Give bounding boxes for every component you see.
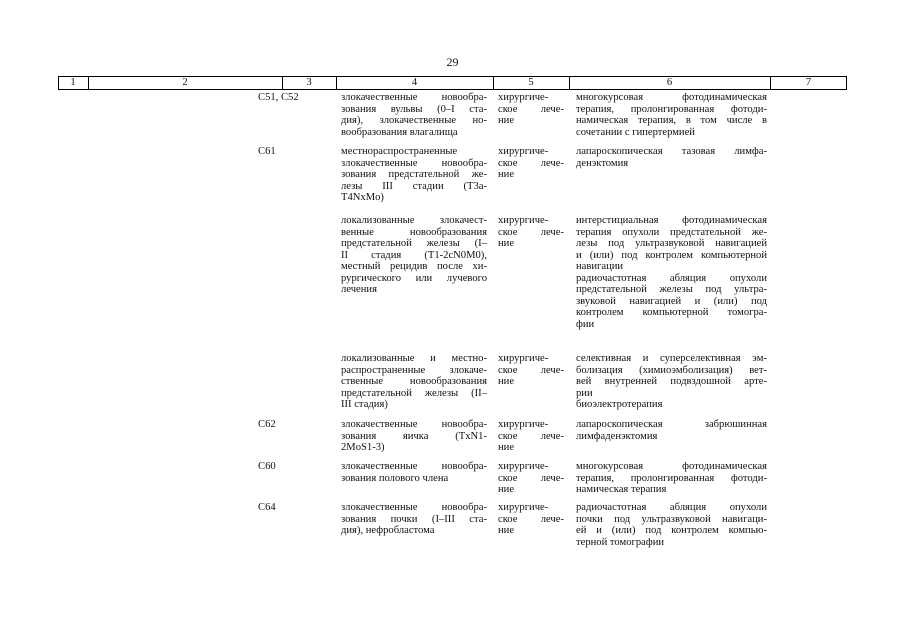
method-cell: многокурсовая фотодинамическая терапия, пролонгированная фотоди- намическая терапия bbox=[576, 461, 767, 495]
treatment-type-cell: хирургиче- ское лече- ние bbox=[498, 146, 564, 180]
treatment-type-cell: хирургиче- ское лече- ние bbox=[498, 502, 564, 536]
disease-cell: злокачественные новообра- зования полового члена bbox=[341, 461, 487, 484]
header-col-3: 3 bbox=[306, 77, 312, 88]
icd-code-cell: C61 bbox=[258, 146, 276, 157]
table-header bbox=[58, 76, 847, 90]
disease-cell: местнораспространенные злокачественные новообра- зования предстательной же- лезы III стадии (T3a- T4NxMo) bbox=[341, 146, 487, 203]
treatment-type-cell: хирургиче- ское лече- ние bbox=[498, 419, 564, 453]
disease-cell: злокачественные новообра- зования почки (I–III ста- дия), нефробластома bbox=[341, 502, 487, 536]
header-col-5: 5 bbox=[528, 77, 534, 88]
disease-cell: локализованные и местно- распространенные злокаче- ственные новообразования предстательной железы (II– III стадия) bbox=[341, 353, 487, 410]
method-cell: радиочастотная абляция опухоли почки под ультразвуковой навигаци- ей и (или) под контролем компью- терной томографии bbox=[576, 502, 767, 548]
method-cell: многокурсовая фотодинамическая терапия, пролонгированная фотоди- намическая терапия, в том числе в сочетании с гипертермией bbox=[576, 92, 767, 138]
icd-code-cell: C60 bbox=[258, 461, 276, 472]
disease-cell: злокачественные новообра- зования яичка (TxN1- 2MoS1-3) bbox=[341, 419, 487, 453]
icd-code-cell: C51, C52 bbox=[258, 92, 299, 103]
method-cell: лапароскопическая тазовая лимфа- денэктомия bbox=[576, 146, 767, 169]
disease-cell: локализованные злокачест- венные новообразования предстательной железы (I– II стадия (T1-2cN0M0), местный рецидив после хи- рургического или лучевого лечения bbox=[341, 215, 487, 295]
method-cell: интерстициальная фотодинамическая терапия опухоли предстательной же- лезы под ультразвуковой навигацией и (или) под контролем компьютерной навигации радиочастотная абляция опухоли предстательной железы под ультра- звуковой навигацией и (или) под контролем компьютерной томогра- фии bbox=[576, 215, 767, 330]
header-col-4: 4 bbox=[411, 77, 418, 88]
page-number: 29 bbox=[446, 55, 459, 69]
treatment-type-cell: хирургиче- ское лече- ние bbox=[498, 353, 564, 387]
method-cell: селективная и суперселективная эм- болизация (химиоэмболизация) вет- вей внутренней подвздошной арте- рии биоэлектротерапия bbox=[576, 353, 767, 410]
treatment-type-cell: хирургиче- ское лече- ние bbox=[498, 215, 564, 249]
icd-code-cell: C64 bbox=[258, 502, 276, 513]
icd-code-cell: C62 bbox=[258, 419, 276, 430]
header-col-1: 1 bbox=[70, 77, 76, 88]
header-col-2: 2 bbox=[182, 77, 188, 88]
header-col-6: 6 bbox=[666, 77, 673, 88]
header-col-7: 7 bbox=[805, 77, 812, 88]
method-cell: лапароскопическая забрюшинная лимфаденэктомия bbox=[576, 419, 767, 442]
treatment-type-cell: хирургиче- ское лече- ние bbox=[498, 461, 564, 495]
disease-cell: злокачественные новообра- зования вульвы (0–I ста- дия), злокачественные но- вообразования влагалища bbox=[341, 92, 487, 138]
treatment-type-cell: хирургиче- ское лече- ние bbox=[498, 92, 564, 126]
